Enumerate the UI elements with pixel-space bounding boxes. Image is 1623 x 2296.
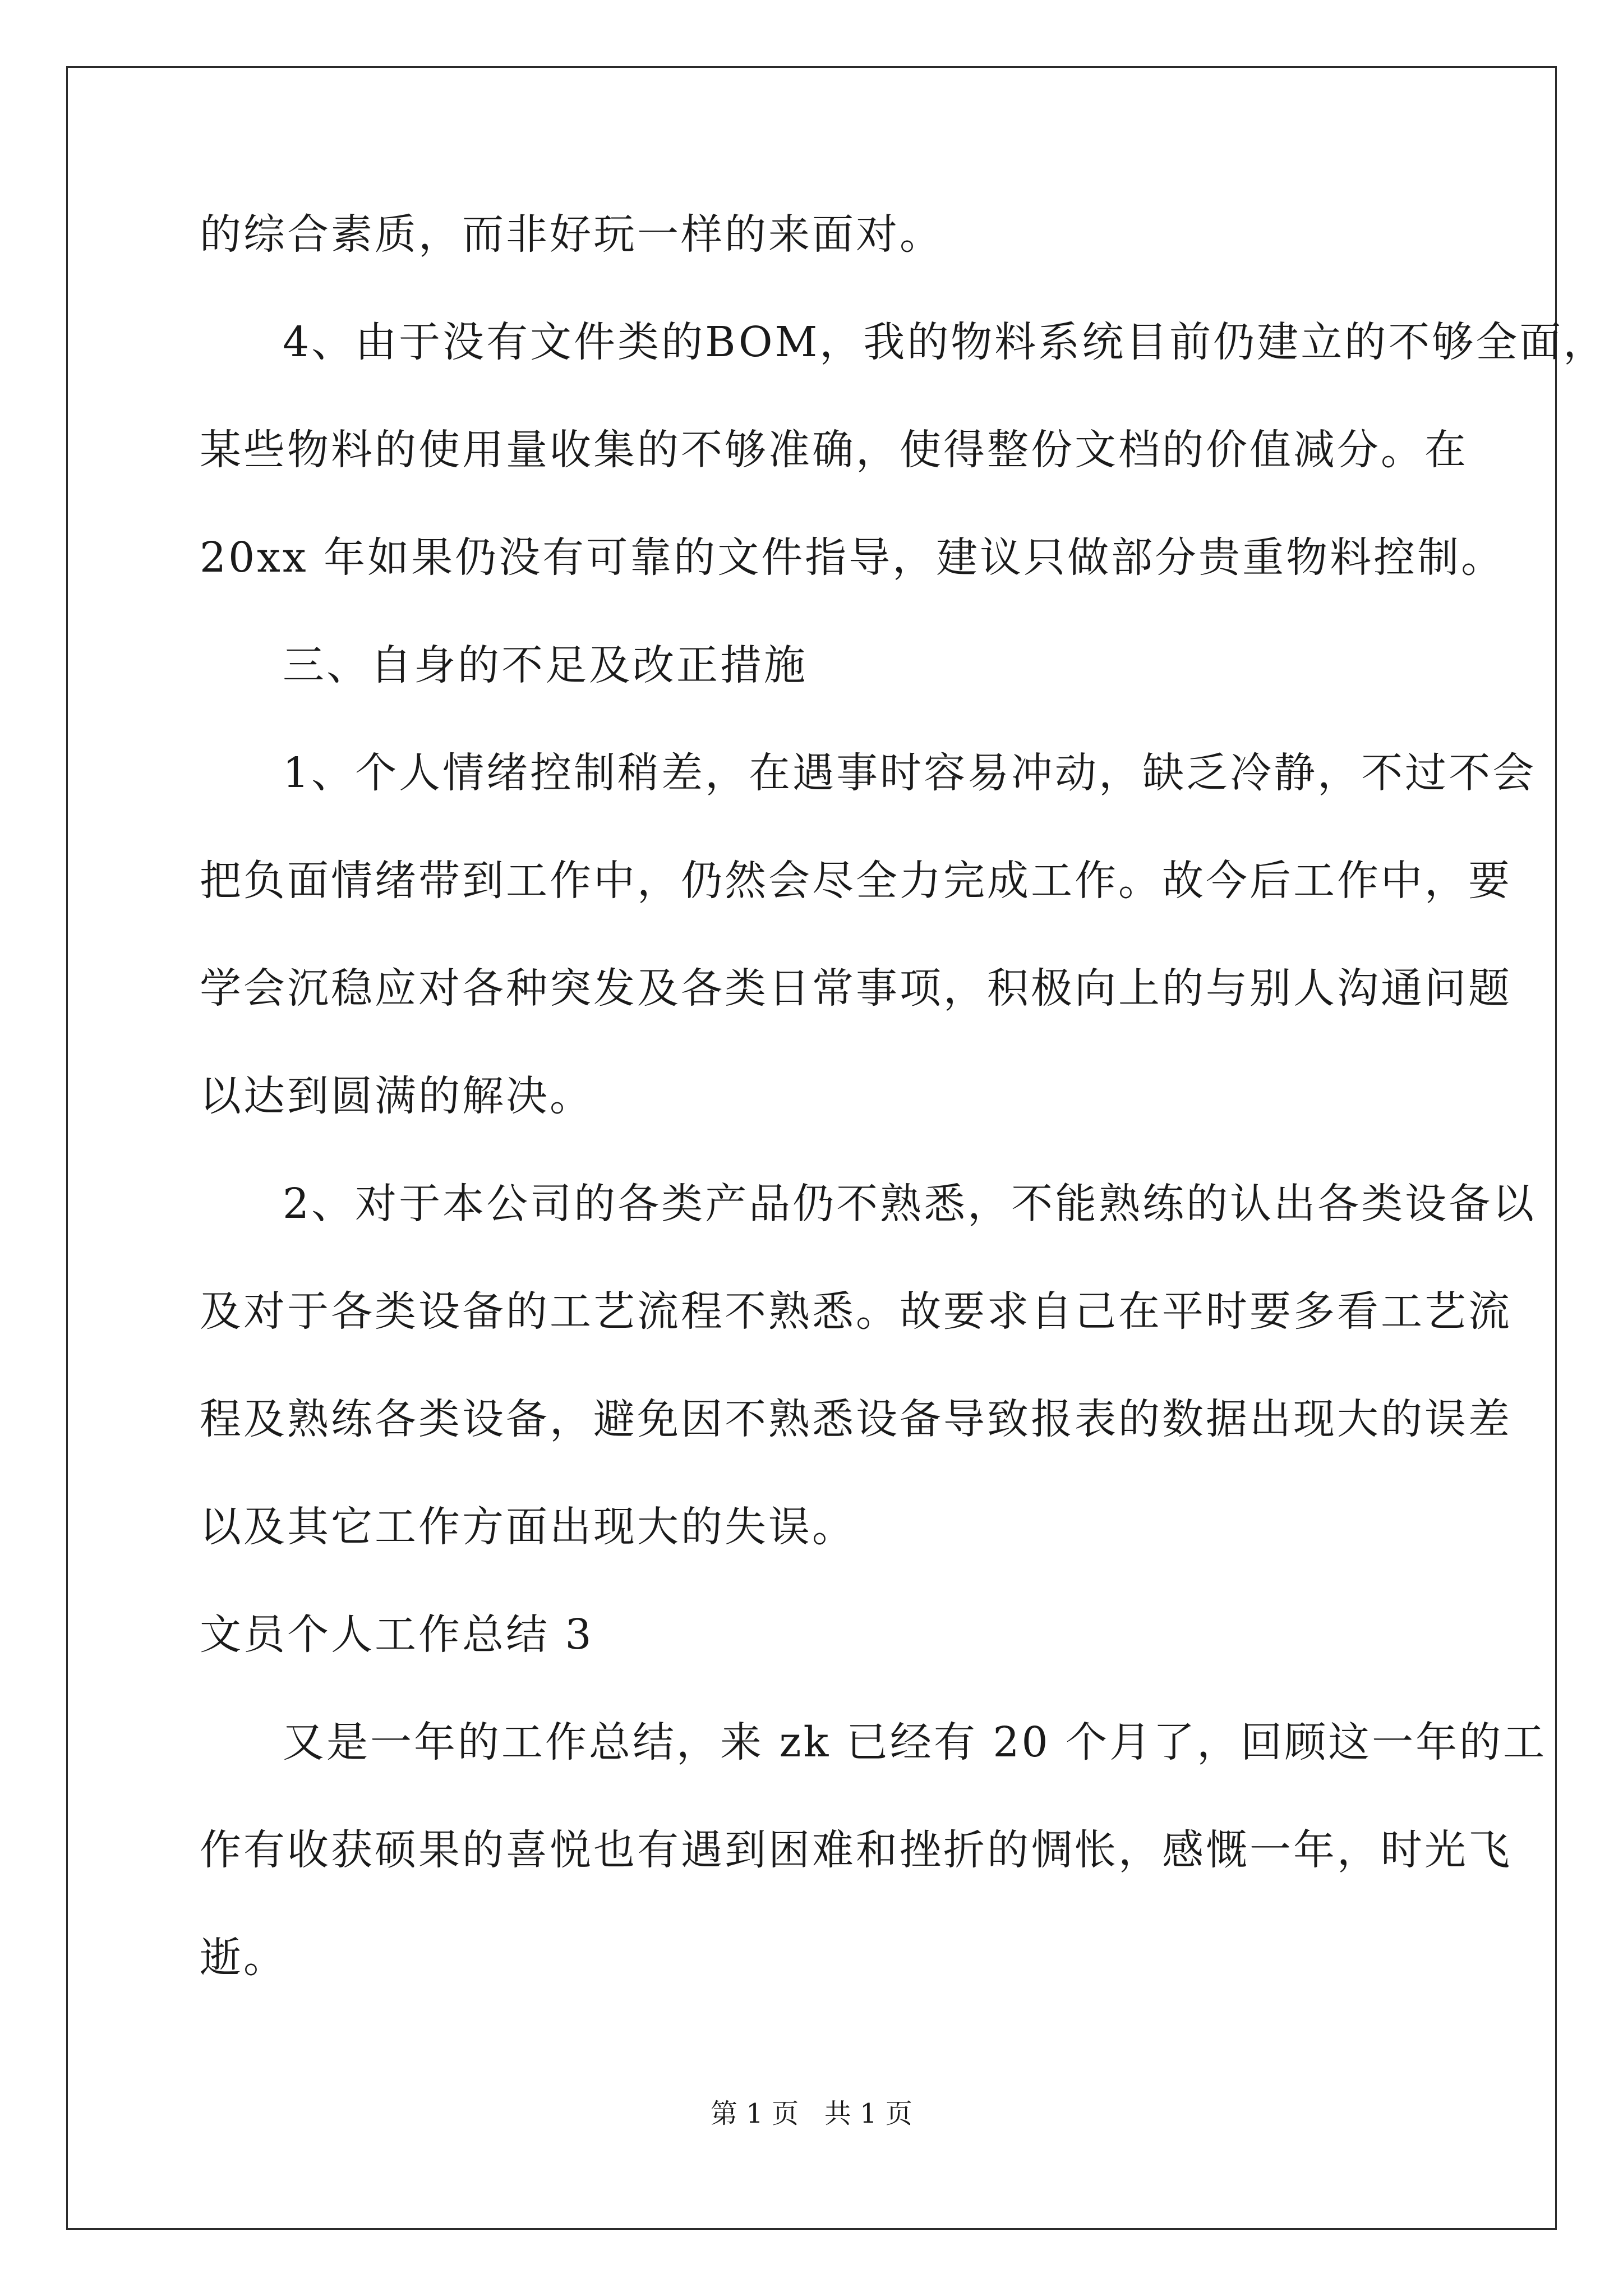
text-line: 程及熟练各类设备，避免因不熟悉设备导致报表的数据出现大的误差 — [200, 1395, 1512, 1443]
section-heading: 三、自身的不足及改正措施 — [283, 641, 808, 689]
text-line: 2、对于本公司的各类产品仍不熟悉，不能熟练的认出各类设备以 — [283, 1180, 1537, 1228]
text-line: 的综合素质，而非好玩一样的来面对。 — [200, 210, 943, 259]
text-line: 作有收获硕果的喜悦也有遇到困难和挫折的惆怅，感慨一年，时光飞 — [200, 1826, 1512, 1874]
text-line: 及对于各类设备的工艺流程不熟悉。故要求自己在平时要多看工艺流 — [200, 1287, 1512, 1336]
text-line: 某些物料的使用量收集的不够准确，使得整份文档的价值减分。在 — [200, 426, 1468, 474]
document-title: 文员个人工作总结 3 — [200, 1611, 594, 1659]
text-line: 逝。 — [200, 1934, 287, 1982]
text-line: 把负面情绪带到工作中，仍然会尽全力完成工作。故今后工作中，要 — [200, 857, 1512, 905]
text-line: 以及其它工作方面出现大的失误。 — [200, 1503, 856, 1551]
text-line: 1、个人情绪控制稍差，在遇事时容易冲动，缺乏冷静，不过不会 — [283, 749, 1537, 797]
text-line: 20xx 年如果仍没有可靠的文件指导，建议只做部分贵重物料控制。 — [200, 533, 1505, 582]
text-line: 学会沉稳应对各种突发及各类日常事项，积极向上的与别人沟通问题 — [200, 964, 1512, 1013]
text-line: 以达到圆满的解决。 — [200, 1072, 593, 1120]
document-body — [200, 208, 1607, 1985]
page-footer: 第 1 页 共 1 页 — [711, 2098, 912, 2129]
text-line: 又是一年的工作总结，来 zk 已经有 20 个月了，回顾这一年的工 — [283, 1718, 1547, 1766]
text-line: 4、由于没有文件类的BOM，我的物料系统目前仍建立的不够全面， — [283, 318, 1607, 366]
